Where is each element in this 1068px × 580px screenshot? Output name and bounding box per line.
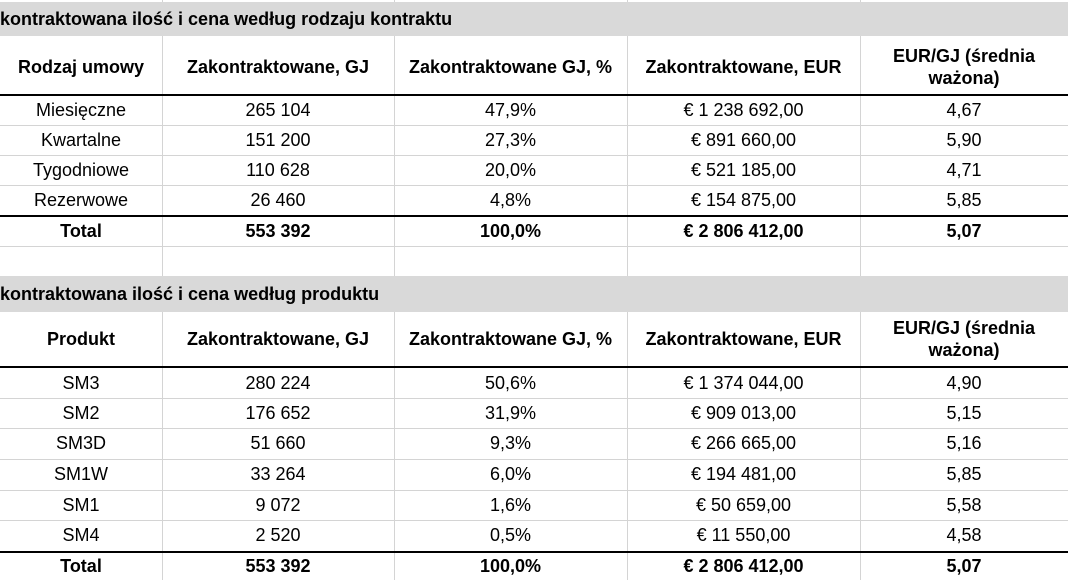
table-row xyxy=(0,96,1068,125)
table-cell: 20,0% xyxy=(484,159,537,180)
table-cell: € 194 481,00 xyxy=(690,464,797,484)
table-cell: 5,90 xyxy=(946,129,982,150)
table-cell: 9 072 xyxy=(255,494,301,515)
table1-header-row xyxy=(0,36,1068,98)
table-cell: Kwartalne xyxy=(40,129,122,150)
table-cell: 4,90 xyxy=(946,372,982,393)
table-cell: 51 660 xyxy=(250,433,306,453)
table-cell: SM3D xyxy=(55,433,106,453)
total-cell: Total xyxy=(60,221,102,241)
table2-header-cell: Zakontraktowane, GJ xyxy=(186,328,370,349)
table-cell: 27,3% xyxy=(484,129,537,150)
table-cell: SM4 xyxy=(62,525,100,545)
table2-header-cell: Zakontraktowane GJ, % xyxy=(408,328,613,349)
total-cell: 100,0% xyxy=(479,221,542,241)
table-cell: SM1W xyxy=(54,464,108,484)
table1-header-cell: Rodzaj umowy xyxy=(17,56,144,77)
table-cell: 110 628 xyxy=(246,159,310,180)
table-cell: 0,5% xyxy=(489,525,532,545)
table-cell: 6,0% xyxy=(489,464,532,484)
table-cell: 26 460 xyxy=(250,189,306,210)
table-cell: € 521 185,00 xyxy=(690,159,797,180)
table1-header-cell: Zakontraktowane, GJ xyxy=(186,56,370,77)
table-cell: € 154 875,00 xyxy=(690,189,797,210)
total-cell: 100,0% xyxy=(479,556,542,576)
table-cell: 176 652 xyxy=(245,402,311,423)
total-cell: 553 392 xyxy=(245,556,311,576)
table1-header-cell: Zakontraktowane, EUR xyxy=(645,56,842,77)
table1-title-band xyxy=(0,2,1068,36)
table-cell: € 891 660,00 xyxy=(690,129,797,150)
table2-header-cell: Produkt xyxy=(46,328,115,349)
table1-title: kontraktowana ilość i cena według rodzaju kontraktu xyxy=(0,9,453,29)
table-cell: SM1 xyxy=(62,494,100,515)
table-cell: 4,8% xyxy=(489,189,532,210)
table-cell: Miesięczne xyxy=(35,100,127,120)
gridline xyxy=(0,246,1068,247)
table1-header-cell: EUR/GJ (średnia ważona) xyxy=(892,46,1036,88)
table-cell: 5,16 xyxy=(946,433,982,453)
table1-header-cell: Zakontraktowane GJ, % xyxy=(408,56,613,77)
table-cell: 5,15 xyxy=(946,402,982,423)
table-cell: SM2 xyxy=(62,402,100,423)
table-cell: € 909 013,00 xyxy=(690,402,797,423)
table2-total-row xyxy=(0,553,1068,580)
table-cell: Rezerwowe xyxy=(33,189,129,210)
table-cell: € 50 659,00 xyxy=(695,494,792,515)
table2-header-cell: EUR/GJ (średnia ważona) xyxy=(892,318,1036,360)
table-cell: 9,3% xyxy=(489,433,532,453)
table-cell: SM3 xyxy=(62,372,100,393)
table-cell: 1,6% xyxy=(489,494,532,515)
table-cell: 31,9% xyxy=(484,402,537,423)
table-row xyxy=(0,368,1068,398)
table-row xyxy=(0,459,1068,490)
table-cell: € 1 238 692,00 xyxy=(683,100,804,120)
table-row xyxy=(0,520,1068,551)
table2-header-cell: Zakontraktowane, EUR xyxy=(645,328,842,349)
table-cell: 5,85 xyxy=(946,464,982,484)
table-row xyxy=(0,490,1068,520)
table-row xyxy=(0,398,1068,428)
table-cell: 5,85 xyxy=(946,189,982,210)
table-cell: 4,67 xyxy=(946,100,982,120)
table-cell: 2 520 xyxy=(255,525,301,545)
table-cell: € 1 374 044,00 xyxy=(683,372,804,393)
table-cell: € 11 550,00 xyxy=(696,525,791,545)
table-cell: 151 200 xyxy=(245,129,311,150)
table-cell: 50,6% xyxy=(484,372,537,393)
total-cell: 5,07 xyxy=(946,556,982,576)
table-row xyxy=(0,428,1068,459)
table1-total-row xyxy=(0,217,1068,246)
table-cell: 280 224 xyxy=(245,372,311,393)
table-row xyxy=(0,155,1068,185)
total-cell: € 2 806 412,00 xyxy=(683,556,804,576)
total-cell: Total xyxy=(60,556,102,576)
total-cell: € 2 806 412,00 xyxy=(683,221,804,241)
table-cell: € 266 665,00 xyxy=(690,433,797,453)
table-row xyxy=(0,185,1068,215)
table2-title-band xyxy=(0,276,1068,312)
table-cell: 33 264 xyxy=(250,464,306,484)
table2-header-row xyxy=(0,312,1068,366)
total-cell: 553 392 xyxy=(245,221,311,241)
table-cell: Tygodniowe xyxy=(32,159,130,180)
table-cell: 5,58 xyxy=(946,494,982,515)
table2-title: kontraktowana ilość i cena według produktu xyxy=(0,284,380,304)
total-cell: 5,07 xyxy=(946,221,982,241)
table-cell: 47,9% xyxy=(484,100,537,120)
table-cell: 265 104 xyxy=(245,100,311,120)
table-cell: 4,71 xyxy=(946,159,982,180)
table-row xyxy=(0,125,1068,155)
table-cell: 4,58 xyxy=(946,525,982,545)
